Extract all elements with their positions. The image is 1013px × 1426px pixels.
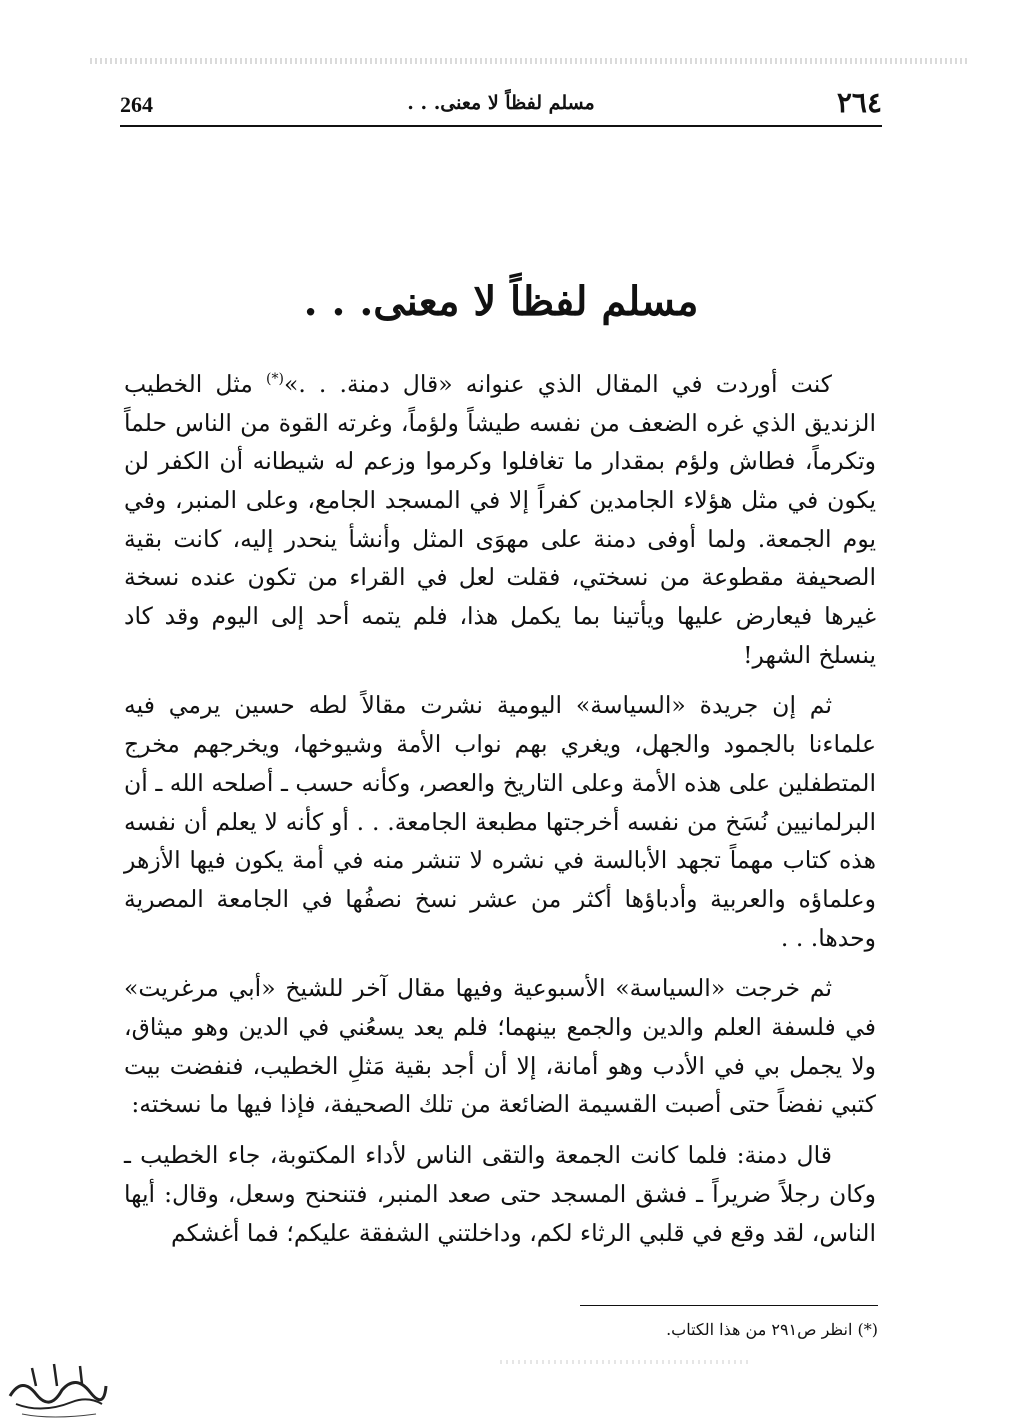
page-number-arabic: ٢٦٤ [836,86,882,119]
paragraph-4: قال دمنة: فلما كانت الجمعة والتقى الناس لأداء المكتوبة، جاء الخطيب ـ وكان رجلاً ضريراً ـ فشق المسجد حتى صعد المنبر، فتنحنح وسعل، وقال: أيها الناس، لقد وقع في قلبي الرثاء لكم، وداخلتني الشفقة عليكم؛ فما أغشكم [124,1141,876,1247]
scan-noise-bottom [500,1360,750,1364]
paragraph-3: ثم خرجت «السياسة» الأسبوعية وفيها مقال آخر للشيخ «أبي مرغريت» في فلسفة العلم والدين والجمع بينهما؛ فلم يعد يسعُني في الدين وهو ميثاق، ولا يجمل بي في الأدب وهو أمانة، إلا أن أجد بقية مَثلِ الخطيب، فنفضت بيت كتبي نفضاً حتى أصبت القسيمة الضائعة من تلك الصحيفة، فإذا فيها ما نسخته: [124,974,876,1119]
paragraph-1-rest: مثل الخطيب الزنديق الذي غره الضعف من نفسه طيشاً ولؤماً، وغرته القوة من الناس حلماً وتكرماً، فطاش ولؤم بمقدار ما تغافلوا وكرموا وزعم له شيطانه أن الكفر لن يكون في مثل هؤلاء الجامدين كفراً إلا في المسجد الجامع، وعلى المنبر، وفي يوم الجمعة. ولما أوفى دمنة على مهوَى المثل وأنشأ ينحدر إليه، كانت بقية الصحيفة مقطوعة من نسختي، فقلت لعل في القراء من تكون عنده نسخة غيرها فيعارض عليها ويأتينا بما يكمل هذا، فلم يتمه أحد إلى اليوم وقد كاد ينسلخ الشهر! [124,369,876,669]
footnote-marker: (*) [266,371,284,387]
paragraph-1-start: كنت أوردت في المقال الذي عنوانه «قال دمنة. . .» [283,369,832,398]
footnote-divider [580,1305,878,1306]
footnote: (*) انظر ص٢٩١ من هذا الكتاب. [666,1320,878,1339]
scan-noise-top [90,58,970,64]
chapter-title: مسلم لفظاً لا معنى. . . [303,278,699,325]
header-divider [120,125,882,127]
page-header [120,86,882,126]
paragraph-2: ثم إن جريدة «السياسة» اليومية نشرت مقالاً لطه حسين يرمي فيه علماءنا بالجمود والجهل، ويغري بهم نواب الأمة وشيوخها، ويخرجهم مخرج المتطفلين على هذه الأمة وعلى التاريخ والعصر، وكأنه حسب ـ أصلحه الله ـ أن البرلمانيين نُسَخ من نفسه أخرجتها مطبعة الجامعة. . . أو كأنه لا يعلم أن نفسه هذه كتاب مهماً تجهد الأبالسة في نشره لا تنشر منه في أمة يكون فيها الأزهر وعلماؤه والعربية وأدباؤها أكثر من عشر نسخ نصفُها في الجامعة المصرية وحدها. . . [124,691,876,952]
body-text [124,360,876,1264]
page-number-latin: 264 [120,92,153,117]
watermark-logo [2,1356,110,1422]
running-title: مسلم لفظاً لا معنى. . . [407,92,595,114]
paragraph-1 [124,360,876,674]
